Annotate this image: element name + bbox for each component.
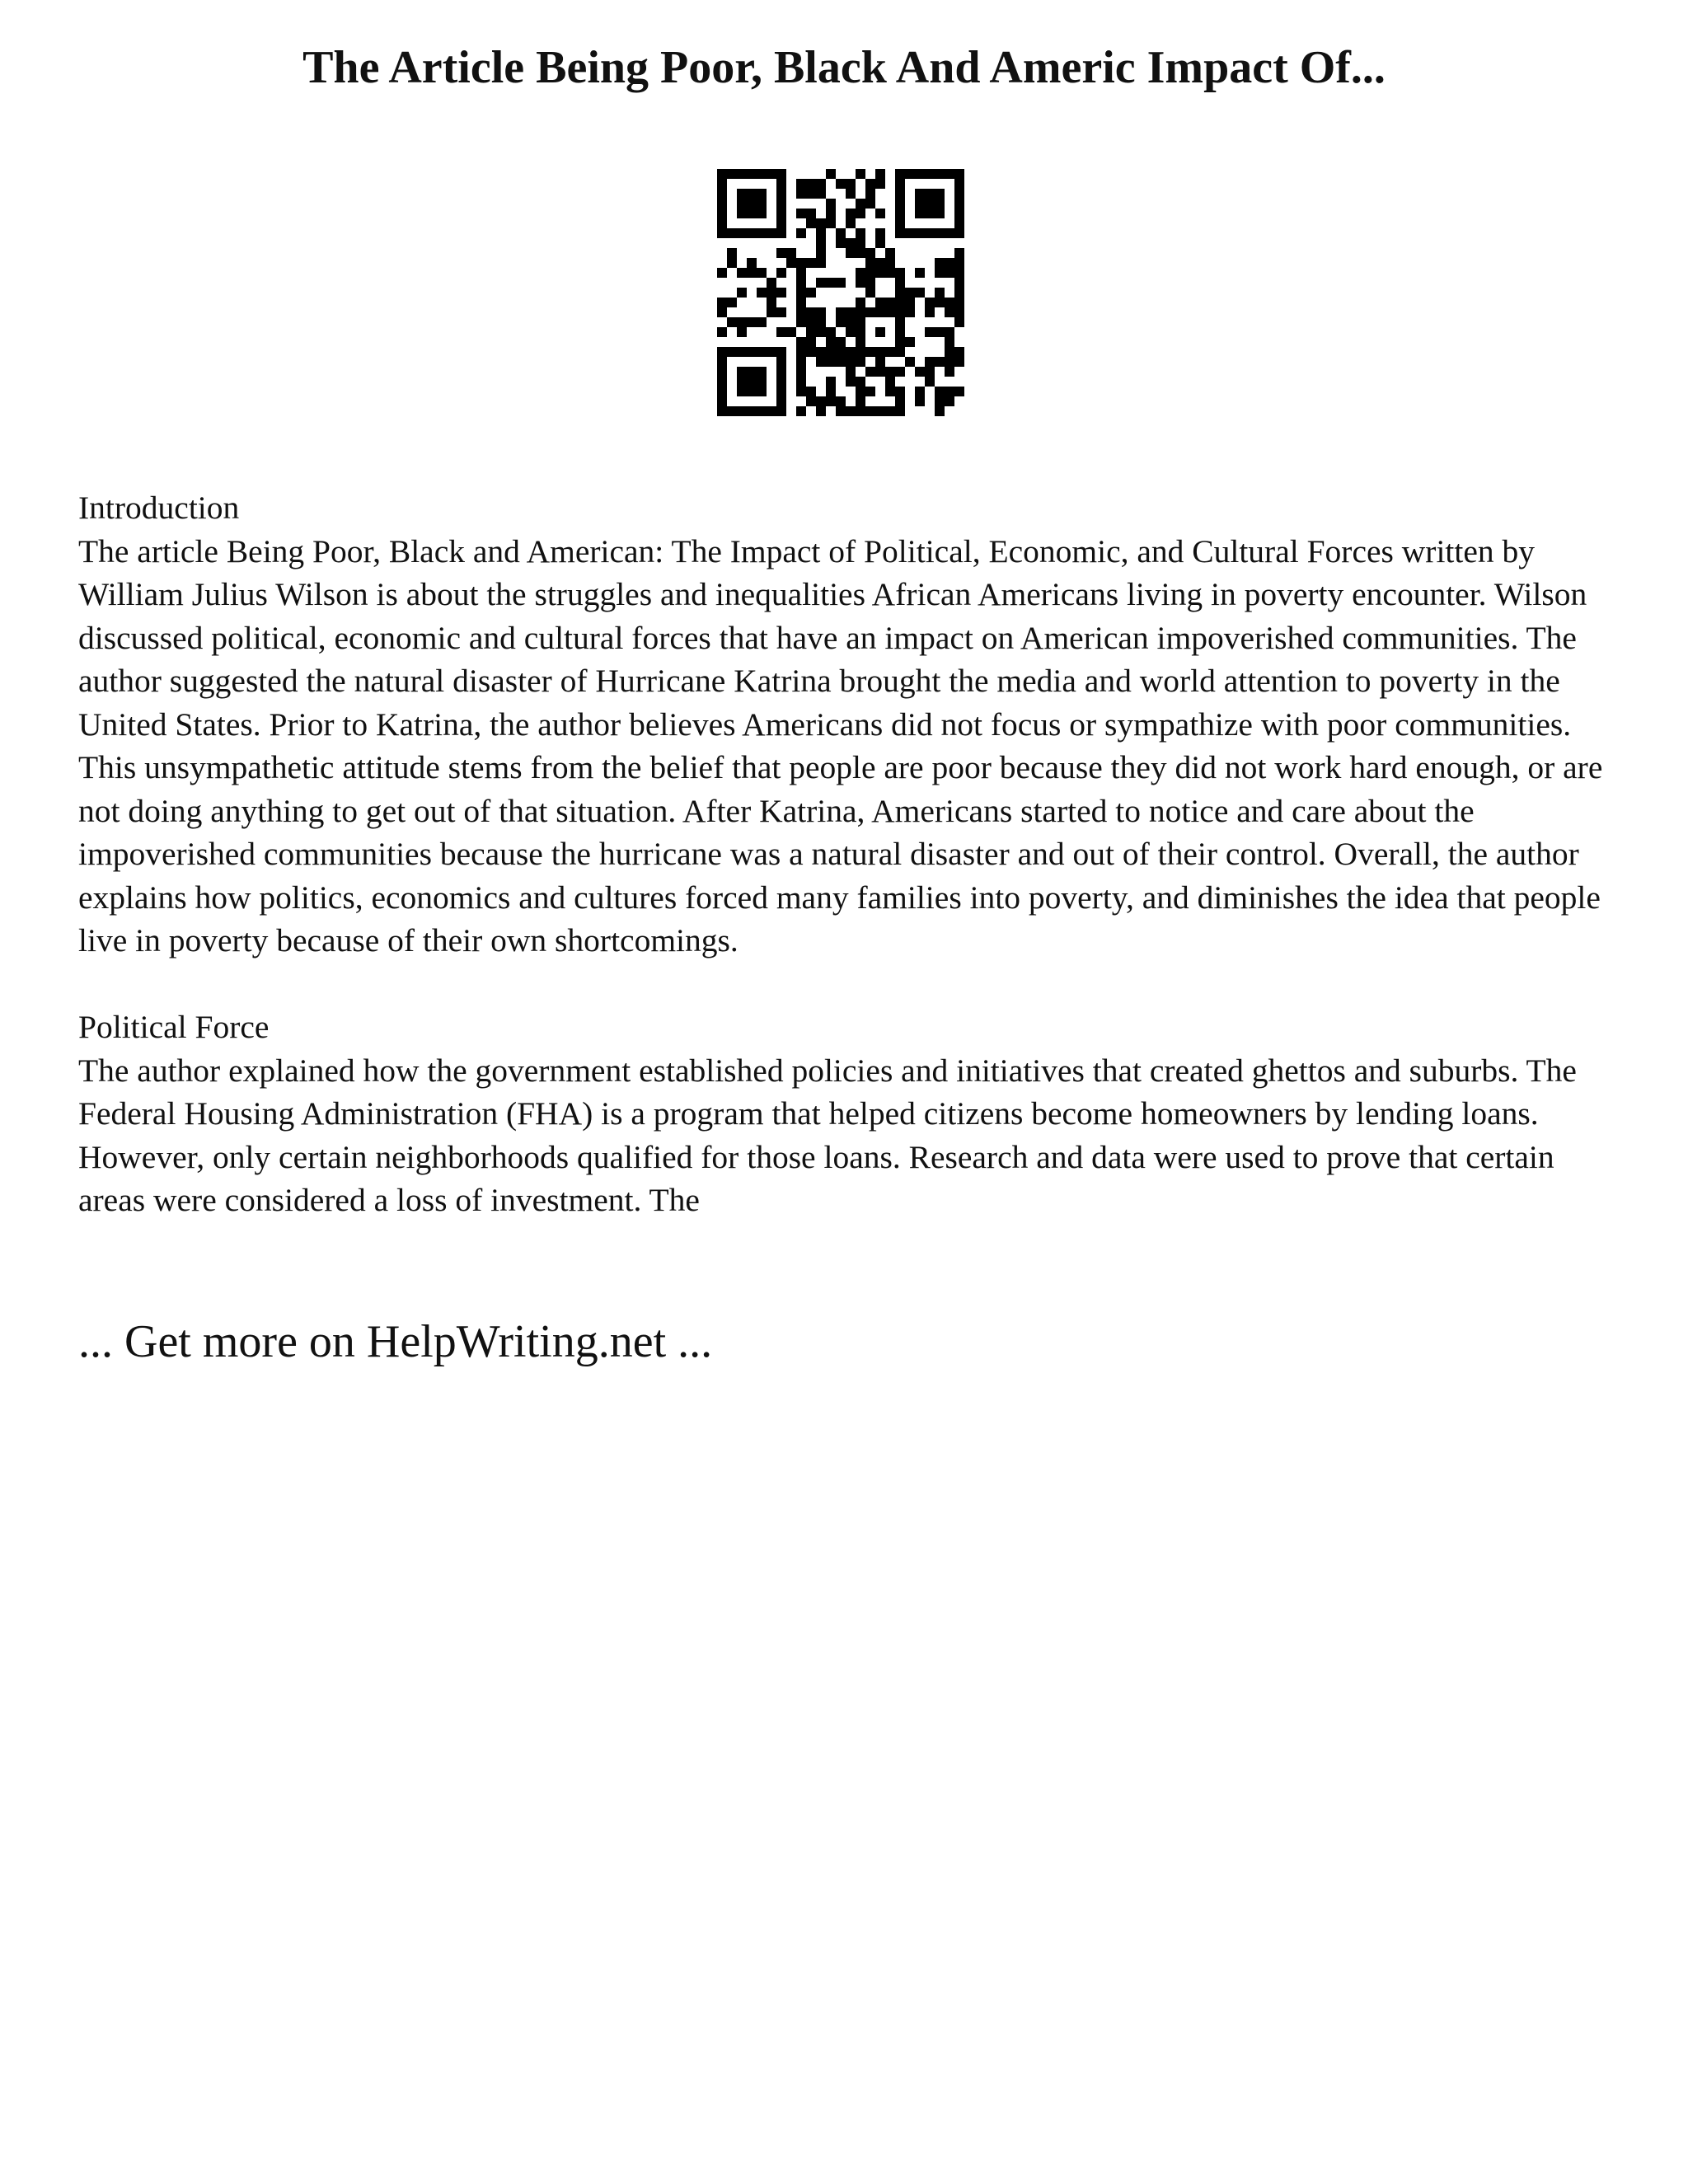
section-body-introduction: The article Being Poor, Black and American: The Impact of Political, Economic, and Cultural Forces written by William Julius Wilson is about the struggles and inequalities African Americans living in poverty encounter. Wilson discussed political, economic and cultural forces that have an impact on American impoverished communities. The author suggested the natural disaster of Hurricane Katrina brought the media and world attention to poverty in the United States. Prior to Katrina, the author believes Americans did not focus or sympathize with poor communities. This unsympathetic attitude stems from the belief that people are poor because they did not work hard enough, or are not doing anything to get out of that situation. After Katrina, Americans started to notice and care about the impoverished communities because the hurricane was a natural disaster and out of their control. Overall, the author explains how politics, economics and cultures forced many families into poverty, and diminishes the idea that people live in poverty because of their own shortcomings. — [78, 532, 1603, 958]
paragraph-gap — [78, 963, 1628, 1006]
page-title: The Article Being Poor, Black And Americ Impact Of... — [302, 42, 1386, 93]
get-more-link[interactable]: ... Get more on HelpWriting.net ... — [78, 1316, 713, 1367]
section-heading-introduction: Introduction — [78, 490, 240, 526]
section-body-political-force: The author explained how the government established policies and initiatives that created ghettos and suburbs. The Federal Housing Administration (FHA) is a program that helped citizens become homeowners by lending loans. However, only certain neighborhoods qualified for those loans. Research and data were used to prove that certain areas were considered a loss of investment. The — [78, 1052, 1577, 1218]
section-heading-political-force: Political Force — [78, 1009, 270, 1045]
qr-code-graphic — [717, 169, 964, 416]
qr-code-icon[interactable] — [717, 169, 964, 416]
article-content — [78, 486, 1628, 1222]
